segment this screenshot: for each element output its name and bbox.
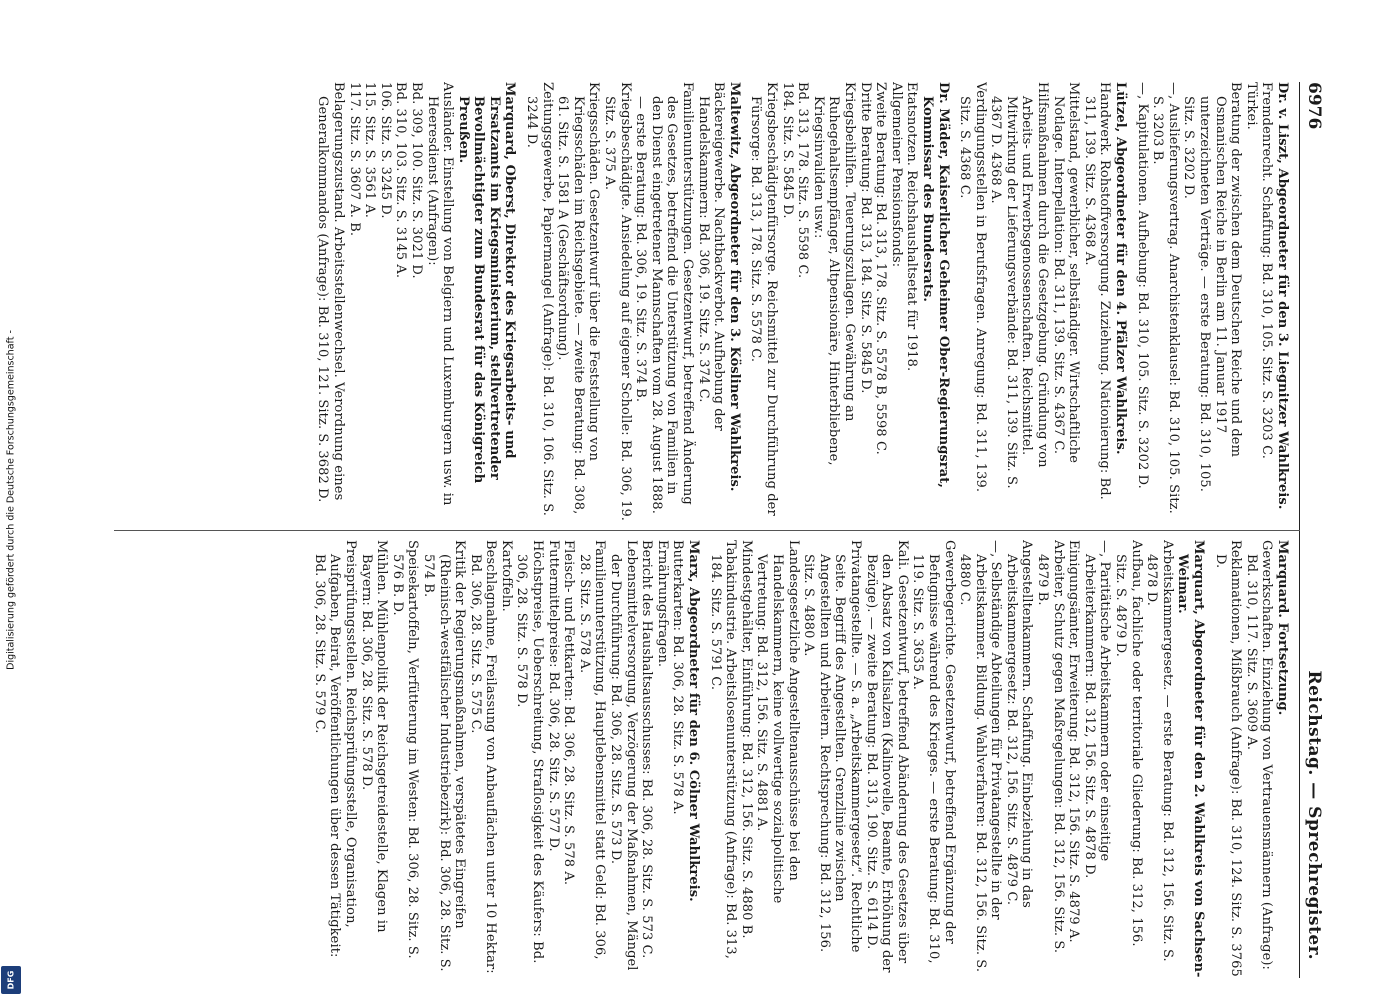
entry-line: Reklamationen, Mißbrauch (Anfrage): Bd. 310, 124. Sitz. S. 3765 D. <box>1212 540 1244 977</box>
entry-line: Ernährungsfragen. <box>654 540 670 668</box>
register-entry <box>957 82 1129 522</box>
running-title: Reichstag. — Sprechregister. <box>1304 670 1324 960</box>
entry-heading: Lützel, Abgeordneter für den 4. Pfälzer Wahlkreis. <box>1113 82 1129 455</box>
right-column <box>104 540 1290 980</box>
credit-strip <box>0 0 22 1000</box>
entry-line: Höchstpreise, Ueberschreitung, Straflosigkeit des Käufers: Bd. 306, 28. Sitz. S. 578 D. <box>514 540 546 964</box>
entry-line: Bd. 309, 100. Sitz. S. 3021 D. <box>408 82 424 279</box>
register-entry <box>524 82 742 522</box>
entry-line: Futtermittelpreise: Bd. 306, 28. Sitz. S. 577 D. <box>545 540 561 852</box>
entry-line: Zeitungsgewerbe, Papiermangel (Anfrage): Bd. 310, 106. Sitz. S. 3244 D. <box>524 82 555 517</box>
entry-line: Gewerbegerichte. Gesetzentwurf, betreffend Ergänzung der Befugnisse während des Krieges. — erste Beratung: Bd. 310, 119. Sitz. S. 3635 A. <box>910 540 957 964</box>
entry-line: Hilfsmaßnahmen durch die Gesetzgebung. Gründung von Arbeits- und Erwerbsgenossenschaften. Reichsmittel. Mitwirkung der Lieferungsverbände: Bd. 311, 139. Sitz. S. 4367 D. 4368 A. <box>988 82 1051 489</box>
entry-line: Handwerk. Rohstoffversorgung. Zuziehung. Nationierung: Bd. 311, 139. Sitz. S. 4368 A. <box>1081 82 1113 500</box>
entry-line: Familienunterstützung, Hauptlebensmittel statt Geld: Bd. 306, 28. Sitz. S. 578 A. <box>576 540 608 960</box>
scan-stage <box>44 60 1383 1000</box>
entry-line: 115. Sitz. S. 3561 A. <box>362 82 378 219</box>
entry-line: Mindestgehälter, Einführung: Bd. 312, 156. Sitz. S. 4880 B. <box>738 540 754 939</box>
entry-line: Kriegsbeihilfen. Teuerungszulagen. Gewährung an Ruhegehaltsempfänger, Altpensionäre, Hinterbliebene, Kriegsinvaliden usw.: <box>810 82 857 466</box>
entry-heading: Marquard, Oberst, Direktor des Kriegsarbeits- und Ersatzamts im Kriegsministerium, stellvertretender Bevollmächtigter zum Bundesrat für das Königreich Preußen. <box>455 82 518 484</box>
entry-line: Butterkarten: Bd. 306, 28. Sitz. S. 578 A. <box>670 540 686 815</box>
dfg-logo-icon <box>1 966 21 994</box>
entry-line: Kriegsschäden. Gesetzentwurf über die Feststellung von Kriegsschäden im Reichsgebiete. — zweite Beratung: Bd. 308, 61. Sitz. S. 1581 A (Geschäftsordnung). <box>555 82 602 515</box>
entry-heading: Marquard. Fortsetzung. <box>1275 540 1290 716</box>
entry-line: Bd. 313, 178. Sitz. S. 5598 C. <box>795 82 811 279</box>
register-entry <box>748 82 951 522</box>
entry-heading: Marx, Abgeordneter für den 6. Cölner Wahlkreis. <box>686 540 702 902</box>
entry-line: Arbeiter, Schutz gegen Maßregelungen: Bd. 312, 156. Sitz. S. 4879 B. <box>1035 540 1066 954</box>
entry-line: —, Selbständige Abteilungen für Privatangestellte in der Arbeitskammer. Bildung. Wahlverfahren: Bd. 312, 156. Sitz. S. 4880 C. <box>957 540 1004 973</box>
entry-line: 184. Sitz. S. 5845 D. <box>779 82 795 219</box>
entry-line: Dritte Beratung: Bd. 313, 184. Sitz. S. 5845 D. <box>857 82 873 394</box>
entry-line: Privatangestellte. — S. a. „Arbeitskammergesetz“. Rechtliche Seite. Begriff des Angestellten. Grenzlinie zwischen Angestellten und Arbeitern. Rechtsprechung: Bd. 312, 156. Sitz. S. 4880 A. <box>801 540 863 953</box>
entry-heading: Dr. v. Liszt, Abgeordneter für den 3. Liegnitzer Wahlkreis. <box>1275 82 1290 510</box>
entry-line: Belagerungszustand. Arbeitsstellenwechsel. Verordnung eines Generalkommandos (Anfrage): Bd. 310, 121. Sitz. S. 3682 D. <box>315 82 346 503</box>
register-entry <box>315 82 518 522</box>
entry-line: Angestelltenkammern. Schaffung. Einbeziehung in das Arbeitskammergesetz: Bd. 312, 156. Sitz. S. 4879 C. <box>1003 540 1035 908</box>
register-entry <box>1212 540 1290 980</box>
page-number: 6976 <box>1304 82 1324 130</box>
entry-line: Bericht des Haushaltsausschusses: Bd. 306, 28. Sitz. S. 573 C. <box>639 540 655 959</box>
entry-line: Lebensmittelversorgung, Verzögerung der Maßnahmen, Mängel der Durchführung: Bd. 306, 28. Sitz. S. 573 D. <box>608 540 639 971</box>
entry-line: —, Paritätische Arbeitskammern oder einseitige Arbeiterkammern: Bd. 312, 156. Sitz. S. 4878 D. <box>1081 540 1113 879</box>
entry-line: —, Kapitulationen. Aufhebung: Bd. 310, 105. Sitz. S. 3202 D. <box>1134 82 1150 489</box>
document-page <box>94 68 1334 992</box>
entry-line: Arbeitskammergesetz. — erste Beratung: Bd. 312, 156. Sitz. S. 4878 D. <box>1144 540 1175 962</box>
entry-line: Preisprüfungsstellen. Reichsprüfungsstelle, Organisation, Aufgaben, Beirat, Veröffentlichungen über dessen Tätigkeit: Bd. 306, 28. Sitz. S. 579 C. <box>311 540 358 958</box>
register-entry <box>1134 82 1290 522</box>
column-divider <box>114 530 1300 531</box>
entry-line: Landesgesetzliche Angestelltenausschüsse bei den Handelskammern, keine vollwertige sozialpolitische Vertretung: Bd. 312, 156. Sitz. S. 4881 A. <box>754 540 801 904</box>
entry-line: Ausländer. Einstellung von Belgiern und Luxemburgern usw. in Heeresdienst (Anfragen): <box>424 82 456 506</box>
entry-line: Gewerkschaften. Einziehung von Vertrauensmännern (Anfrage): Bd. 310, 117. Sitz. S. 3609 A. <box>1243 540 1275 971</box>
entry-line: Fremdenrecht. Schaffung: Bd. 310, 105. Sitz. S. 3203 C. <box>1259 82 1275 459</box>
entry-line: Mühlen. Mühlenpolitik der Reichsgetreidestelle, Klagen in Bayern: Bd. 306, 28. Sitz. S. 578 D. <box>358 540 390 933</box>
entry-line: 117. Sitz. S. 3607 A. B. <box>346 82 362 237</box>
entry-line: Tabakindustrie. Arbeitslosenunterstützung (Anfrage): Bd. 313, 184. Sitz. S. 5791 C. <box>707 540 739 960</box>
entry-line: Familienunterstützungen. Gesetzentwurf, betreffend Änderung des Gesetzes, betreffend die Unterstützung von Familien in den Dienst eingetretener Mannschaften vom 28. August 1888. — erste Beratung: Bd. 306, 19. Sitz. S. 374 B. <box>633 82 696 514</box>
entry-line: Einigungsämter, Erweiterung: Bd. 312, 156. Sitz. S. 4879 A. <box>1066 540 1082 943</box>
entry-heading: Maltewitz, Abgeordneter für den 3. Kösliner Wahlkreis. <box>726 82 742 492</box>
entry-line: Allgemeiner Pensionsfonds: <box>888 82 904 268</box>
entry-line: Kali. Gesetzentwurf, betreffend Abänderung des Gesetzes über den Absatz von Kalisalzen (Kalinovelle, Beamte, Erhöhung der Bezüge). — zweite Beratung: Bd. 313, 190. Sitz. S. 6114 D. <box>863 540 910 973</box>
dfg-credit-text: Digitalisierung gefördert durch die Deutsche Forschungsgemeinschaft - <box>5 330 17 670</box>
register-entry <box>311 540 701 980</box>
entry-line: Etatsnotzen. Reichshaushaltsetat für 1918. <box>904 82 920 372</box>
page-header <box>1299 82 1326 978</box>
entry-line: Zweite Beratung: Bd. 313, 178. Sitz. S. 5578 B, 5598 C. <box>873 82 889 455</box>
entry-heading: Marquart, Abgeordneter für den 2. Wahlkreis von Sachsen-Weimar. <box>1175 540 1207 978</box>
left-column <box>104 82 1290 522</box>
register-entry <box>707 540 1206 980</box>
entry-line: Verdingungsstellen in Berufsfragen. Anregung: Bd. 311, 139. Sitz. S. 4368 C. <box>957 82 988 493</box>
entry-line: Mittelstand, gewerblicher, selbständiger. Wirtschaftliche Notlage. Interpellation: Bd. 311, 139. Sitz. S. 4367 C. <box>1050 82 1082 464</box>
entry-line: 106. Sitz. S. 3245 D. <box>377 82 393 219</box>
entry-line: Kartoffeln. <box>498 540 514 612</box>
entry-line: Beschlagnahme, Freilassung von Anbauflächen unter 10 Hektar: Bd. 306, 28. Sitz. S. 575 C. <box>467 540 499 974</box>
entry-line: Kritik der Regierungsmaßnahmen, verspätetes Eingreifen (Rheinisch-westfälischer Industriebezirk): Bd. 306, 28. Sitz. S. 574 B. <box>420 540 468 972</box>
entry-line: Türkei. <box>1243 82 1259 130</box>
entry-line: Speisekartoffeln, Verfütterung im Westen: Bd. 306, 28. Sitz. S. 576 B. D. <box>389 540 421 959</box>
dfg-logo-text: DFG <box>6 970 16 990</box>
entry-line: Beratung der zwischen dem Deutschen Reiche und dem Osmanischen Reiche in Berlin am 11. Januar 1917 unterzeichneten Verträge. — erste Beratung: Bd. 310, 105. Sitz. S. 3202 D. <box>1181 82 1244 492</box>
entry-line: Fleisch- und Fettkarten: Bd. 306, 28. Sitz. S. 578 A. <box>561 540 577 886</box>
entry-line: Bd. 310, 103. Sitz. S. 3145 A. <box>393 82 409 279</box>
entry-heading: Dr. Mäder, Kaiserlicher Geheimer Ober-Regierungsrat, Kommissar des Bundesrats. <box>919 82 951 489</box>
entry-line: Kriegsbeschädigte. Ansiedelung auf eigener Scholle: Bd. 306, 19. Sitz. S. 375 A. <box>602 82 633 522</box>
entry-line: Bäckereigewerbe. Nachtbackverbot. Aufhebung der Handelskammern: Bd. 306, 19. Sitz. S. 374 C. <box>695 82 727 431</box>
entry-line: Aufbau, fachliche oder territoriale Gliederung: Bd. 312, 156. Sitz. S. 4879 D. <box>1113 540 1144 947</box>
entry-line: —, Auslieferungsvertrag. Anarchistenklausel: Bd. 310, 105. Sitz. S. 3203 B. <box>1150 82 1181 514</box>
entry-line: Kriegsbeschädigtenfürsorge. Reichsmittel zur Durchführung der Fürsorge: Bd. 313, 178. Sitz. S. 5578 C. <box>748 82 779 516</box>
